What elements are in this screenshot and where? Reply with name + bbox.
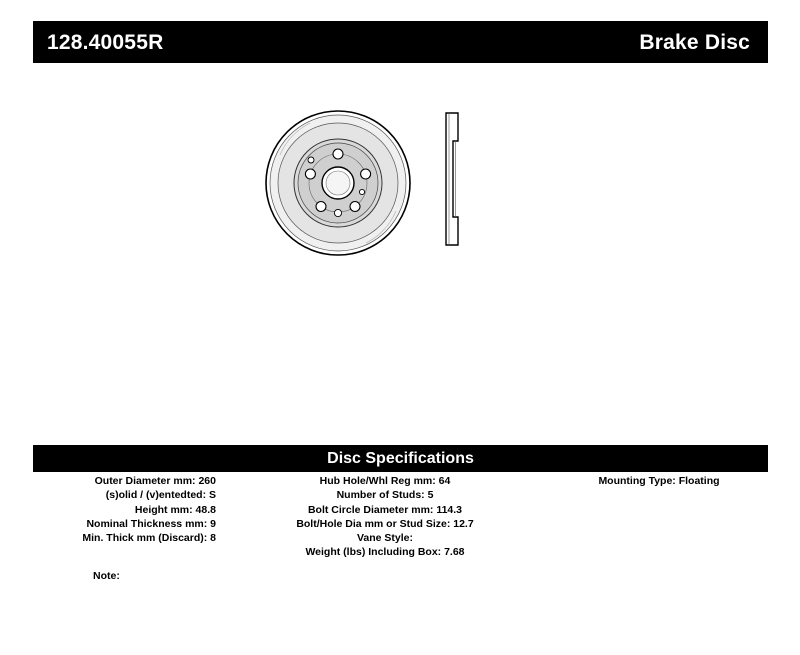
spec-item: Bolt/Hole Dia mm or Stud Size: 12.7 xyxy=(296,517,474,530)
spec-item: Mounting Type: Floating xyxy=(598,475,720,487)
spec-item: Min. Thick mm (Discard): 8 xyxy=(82,532,216,545)
note-label: Note: xyxy=(93,570,120,582)
spec-item: Vane Style: xyxy=(356,532,414,545)
specs-table xyxy=(33,474,768,574)
spec-item: Weight (lbs) Including Box: 7.68 xyxy=(305,546,465,559)
specs-column-middle xyxy=(220,474,550,574)
specs-title-bar xyxy=(33,445,768,472)
spec-item: (s)olid / (v)entedted: S xyxy=(105,489,216,502)
spec-item: Bolt Circle Diameter mm: 114.3 xyxy=(307,503,463,516)
specs-column-left xyxy=(33,474,220,574)
part-number: 128.40055R xyxy=(47,30,164,54)
spec-item: Nominal Thickness mm: 9 xyxy=(86,517,216,530)
specs-column-right xyxy=(550,474,768,574)
note-row xyxy=(33,570,768,582)
spec-item: Hub Hole/Whl Reg mm: 64 xyxy=(319,475,451,487)
product-type-label: Brake Disc xyxy=(639,30,750,54)
header-bar xyxy=(33,21,768,63)
spec-item: Number of Studs: 5 xyxy=(336,489,434,502)
spec-item: Outer Diameter mm: 260 xyxy=(94,475,216,487)
spec-item: Height mm: 48.8 xyxy=(134,503,216,516)
brake-rotor-drawing xyxy=(250,95,550,285)
specs-title: Disc Specifications xyxy=(327,449,474,467)
